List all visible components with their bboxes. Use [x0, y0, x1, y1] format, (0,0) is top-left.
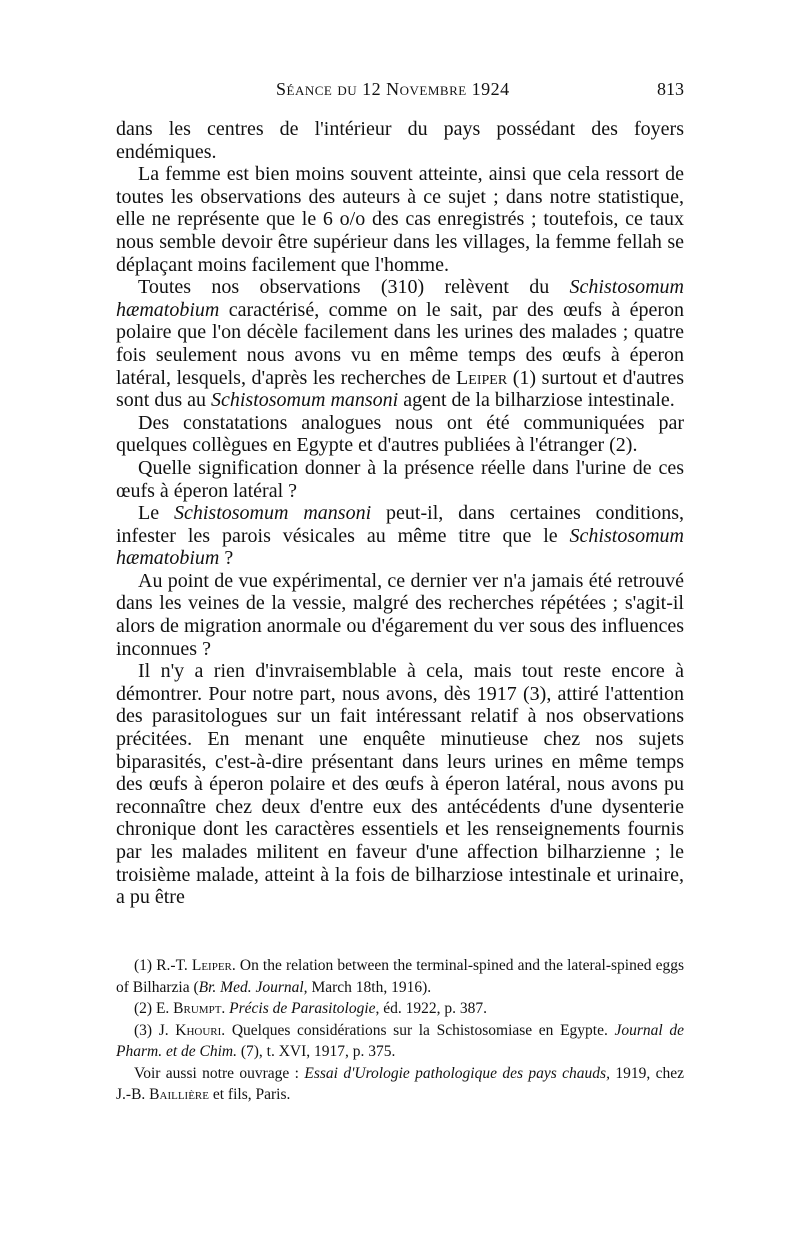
species-name: Schistosomum hæmatobium [116, 524, 684, 570]
paragraph-7: Au point de vue expérimental, ce dernier ver n'a jamais été retrouvé dans les veines de la vessie, malgré des recherches répétées ; s'agit-il alors de migration anormale ou d'égarement du ver sous des influences inconnues ? [116, 569, 684, 660]
paragraph-3 [116, 276, 684, 412]
text-run: (1) surtout et d'autres sont dus au [116, 366, 684, 412]
journal-title: Br. Med. Journal, [198, 978, 308, 996]
footnote-number: (2) [134, 1000, 156, 1017]
text-run: Voir aussi notre ouvrage : [134, 1064, 305, 1082]
journal-title: Journal de Pharm. et de Chim. [116, 1021, 684, 1060]
footnotes [116, 955, 684, 1106]
paragraph-6 [116, 502, 684, 570]
footnote-author: R.-T. Leiper [156, 957, 232, 974]
species-name: Schistosomum hæmatobium [116, 276, 684, 321]
text-run: 1919, chez [609, 1064, 684, 1082]
body-text [116, 118, 684, 909]
text-run: . [221, 1000, 230, 1017]
text-run: . On the relation between the terminal-spined and the lateral-spined eggs of Bilharzia ( [116, 957, 684, 996]
footnote-1 [116, 955, 684, 998]
text-run: Le [138, 502, 174, 525]
paragraph-4: Des constatations analogues nous ont été communiquées par quelques collègues en Egypte et d'autres publiées à l'étranger (2). [116, 411, 684, 457]
footnote-number: (3) [134, 1021, 159, 1039]
page-number: 813 [657, 79, 684, 99]
footnote-number: (1) [134, 957, 157, 974]
author-name: Leiper [456, 366, 508, 389]
book-title: Essai d'Urologie pathologique des pays chauds, [304, 1064, 610, 1082]
text-run: et fils, Paris. [208, 1086, 291, 1103]
footnote-3 [116, 1020, 684, 1063]
species-name: Schistosomum mansoni [174, 502, 372, 525]
header-title: Séance du 12 Novembre 1924 [276, 79, 510, 99]
text-run: March 18th, 1916). [307, 978, 432, 996]
paragraph-8: Il n'y a rien d'invraisemblable à cela, mais tout reste encore à démontrer. Pour notre part, nous avons, dès 1917 (3), attiré l'attention des parasitologues sur un fait intéressant relatif à nos observations précitées. En menant une enquête minutieuse chez nos sujets biparasités, c'est-à-dire présentant dans leurs urines en même temps des œufs à éperon polaire et des œufs à éperon latéral, nous avons pu reconnaître chez deux d'entre eux des antécédents d'une dysenterie chronique dont les caractères essentiels et les renseignements fournis par les malades militent en faveur d'une affection bilharzienne ; le troisième malade, atteint à la fois de bilharziose intestinale et urinaire, a pu être [116, 660, 684, 909]
publisher-name: J.-B. Baillière [116, 1086, 209, 1103]
paragraph-5: Quelle signification donner à la présence réelle dans l'urine de ces œufs à éperon latéral ? [116, 456, 684, 502]
paragraph-2: La femme est bien moins souvent atteinte, ainsi que cela ressort de toutes les observations des auteurs à ce sujet ; dans notre statistique, elle ne représente que le 6 o/o des cas enregistrés ; toutefois, ce taux nous semble devoir être supérieur dans les villages, la femme fellah se déplaçant moins facilement que l'homme. [116, 163, 684, 276]
text-run: , éd. 1922, p. 387. [375, 1000, 488, 1017]
text-run: . Quelques considérations sur la Schistosomiase en Egypte. [221, 1021, 615, 1039]
footnote-author: J. Khouri [158, 1021, 222, 1039]
text-run: Toutes nos observations (310) relèvent du [138, 276, 570, 299]
footnote-2 [116, 998, 684, 1020]
text-run: caractérisé, comme on le sait, par des œufs à éperon polaire que l'on décèle facilement dans les urines des malades ; quatre fois seulement nous avons vu en même temps des œufs à éperon latéral, lesquels, d'après les recherches de [116, 298, 684, 389]
text-run: agent de la bilharziose intestinale. [398, 389, 675, 412]
book-title: Précis de Parasitologie [229, 1000, 376, 1017]
species-name: Schistosomum mansoni [211, 389, 399, 412]
running-head [116, 74, 684, 104]
text-run: peut-il, dans certaines conditions, infester les parois vésicales au même titre que le [116, 502, 685, 547]
text-run: ? [219, 547, 234, 570]
text-run: (7), t. XVI, 1917, p. 375. [236, 1043, 396, 1060]
footnote-4 [116, 1063, 684, 1106]
footnote-author: E. Brumpt [155, 1000, 222, 1017]
paragraph-1: dans les centres de l'intérieur du pays possédant des foyers endémiques. [116, 118, 684, 163]
